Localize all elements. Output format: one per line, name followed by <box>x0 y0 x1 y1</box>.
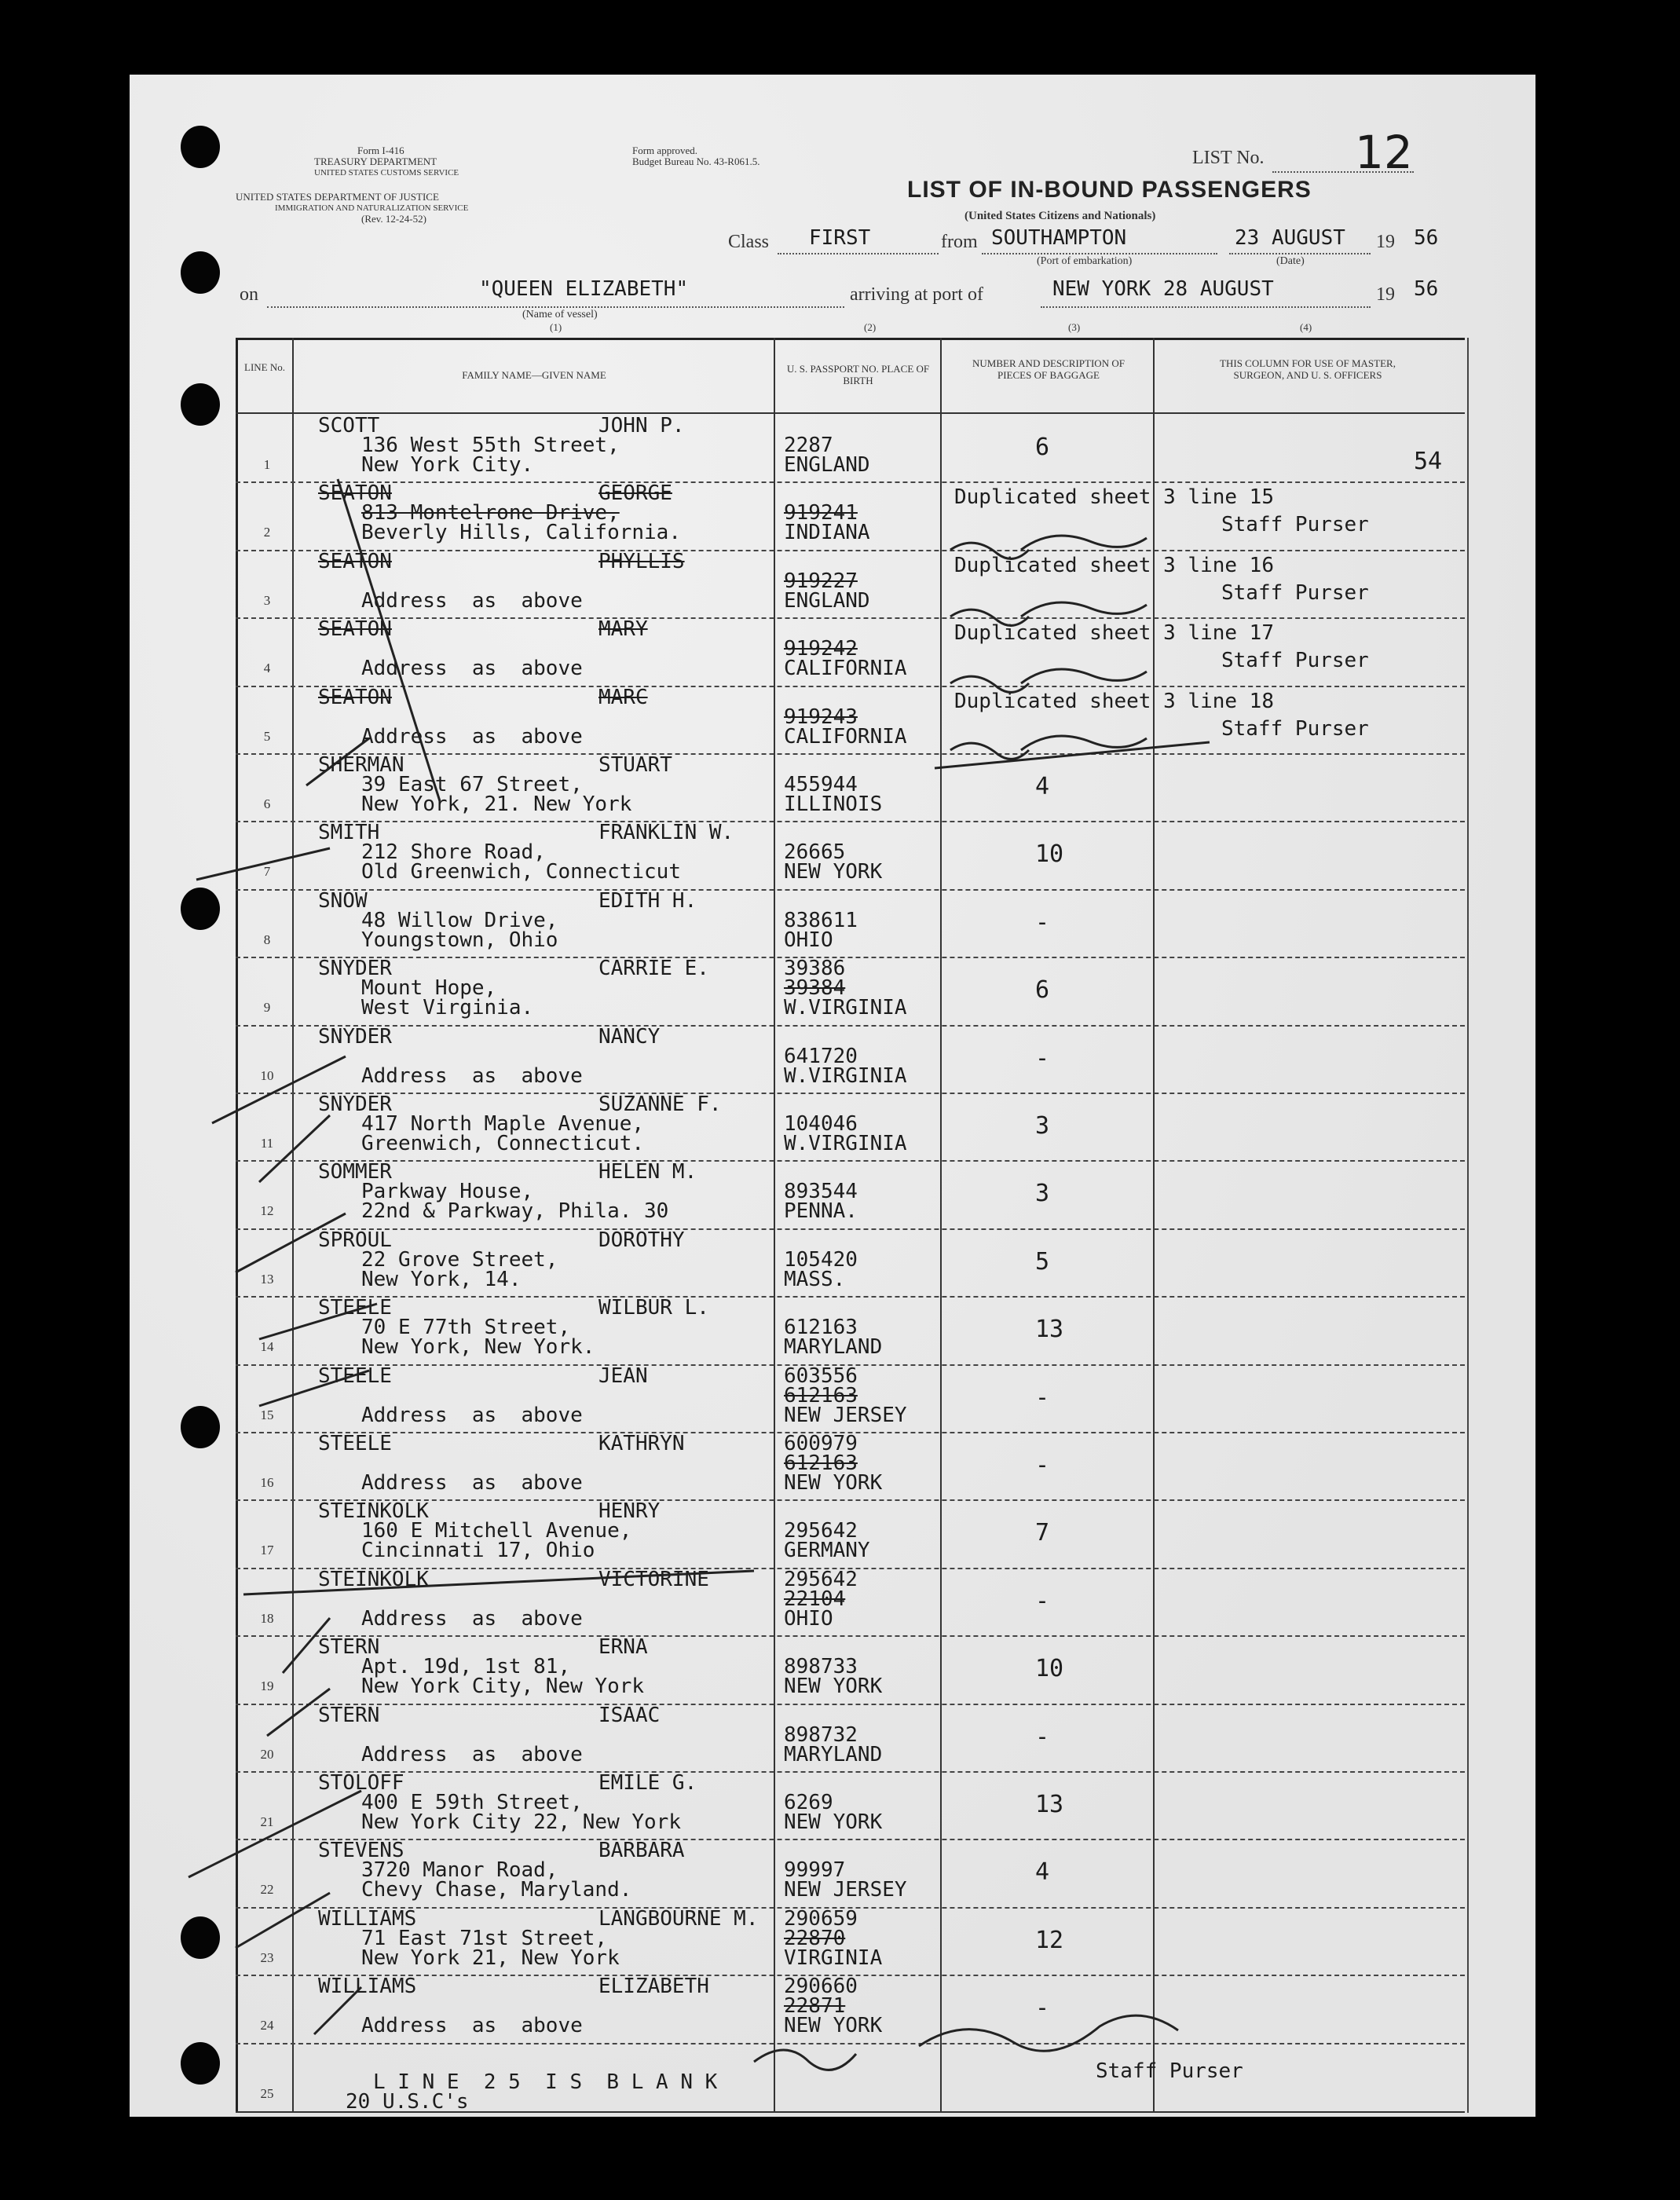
row-passport-prior: 22104 <box>784 1587 846 1611</box>
row-passport-no: 612163 <box>784 1316 858 1340</box>
row-place-of-birth: INDIANA <box>784 521 870 545</box>
row-passport-no: 26665 <box>784 840 846 865</box>
row-passport-no: 295642 <box>784 1567 858 1591</box>
row-passport-no: 39386 <box>784 957 846 981</box>
row-family-name: STEINKOLK <box>318 1499 429 1524</box>
row-family-name: STEELE <box>318 1364 392 1388</box>
row-address-2: New York City, New York <box>361 1675 645 1699</box>
row-line-number: 17 <box>260 1543 274 1558</box>
row-line-number: 19 <box>260 1678 274 1694</box>
row-passport-prior: 612163 <box>784 1451 858 1475</box>
row-passport-no: 295642 <box>784 1519 858 1543</box>
arriving-label: arriving at port of <box>850 284 983 305</box>
row-place-of-birth: MASS. <box>784 1267 846 1291</box>
page-subtitle: (United States Citizens and Nationals) <box>964 210 1156 222</box>
row-place-of-birth: ENGLAND <box>784 453 870 477</box>
row-line-number: 23 <box>260 1949 274 1965</box>
row-address-1: 417 North Maple Avenue, <box>361 1112 645 1136</box>
row-address-2: New York City. <box>361 453 534 477</box>
row-place-of-birth: CALIFORNIA <box>784 724 907 749</box>
row-place-of-birth: MARYLAND <box>784 1742 883 1766</box>
row-baggage: - <box>1035 1451 1050 1479</box>
row-address-1: 400 E 59th Street, <box>361 1791 583 1814</box>
row-passport-no: 104046 <box>784 1112 858 1136</box>
check-stroke <box>306 738 369 785</box>
row-family-name: SHERMAN <box>318 753 404 777</box>
row-family-name: SMITH <box>318 821 380 845</box>
row-remark: Duplicated sheet 3 line 17 <box>954 621 1274 646</box>
budget-bureau: Budget Bureau No. 43-R061.5. <box>632 156 760 167</box>
row-given-name: ISAAC <box>598 1703 661 1727</box>
row-place-of-birth: NEW YORK <box>784 1675 883 1699</box>
row-baggage: 4 <box>1035 773 1050 800</box>
row-address-1: L I N E 2 5 I S B L A N K <box>373 2070 718 2094</box>
col4-note: (4) <box>1300 321 1312 333</box>
row-baggage: 6 <box>1035 434 1050 461</box>
row-baggage: 5 <box>1035 1247 1050 1276</box>
row-place-of-birth: GERMANY <box>784 1539 870 1563</box>
row-line-number: 22 <box>260 1882 274 1898</box>
row-passport-no: 105420 <box>784 1247 858 1272</box>
check-stroke <box>196 848 330 880</box>
row-line-number: 24 <box>260 2018 274 2033</box>
row-address-1: 160 E Mitchell Avenue, <box>361 1519 632 1543</box>
row-address-2: New York, 14. <box>361 1267 522 1291</box>
row-family-name: SEATON <box>318 549 392 573</box>
row-baggage: 10 <box>1035 1655 1064 1683</box>
row-line-number: 18 <box>260 1610 274 1626</box>
row-given-name: JEAN <box>598 1364 648 1388</box>
row-given-name: EMILE G. <box>598 1771 697 1795</box>
row-remark: Duplicated sheet 3 line 16 <box>954 553 1274 577</box>
row-family-name: SEATON <box>318 617 392 642</box>
row-place-of-birth: NEW YORK <box>784 860 883 884</box>
row-baggage: - <box>1035 1722 1050 1751</box>
list-no-value: 12 <box>1355 126 1413 179</box>
row-passport-prior: 22870 <box>784 1926 846 1950</box>
date-year: 56 <box>1414 226 1439 250</box>
row-remark: Duplicated sheet 3 line 15 <box>954 485 1274 510</box>
row-line-number: 21 <box>260 1814 274 1829</box>
row-place-of-birth: ENGLAND <box>784 588 870 613</box>
row-passport-no: 290660 <box>784 1975 858 1999</box>
row-passport-no: 898733 <box>784 1655 858 1679</box>
row-passport-no: 99997 <box>784 1858 846 1883</box>
row-given-name: SUZANNE F. <box>598 1093 722 1116</box>
row-line-number: 1 <box>263 457 271 472</box>
row-passport-no: 919242 <box>784 637 858 661</box>
signature-mark <box>950 602 1147 625</box>
check-stroke <box>267 1689 330 1736</box>
row-address-2: Greenwich, Connecticut. <box>361 1132 645 1155</box>
row-address-2: Address as above <box>361 2014 583 2038</box>
check-stroke <box>259 1304 377 1339</box>
on-label: on <box>240 284 258 305</box>
row-line-number: 9 <box>263 1000 271 1016</box>
class-label: Class <box>728 232 770 252</box>
date-note: (Date) <box>1276 255 1305 267</box>
signature-mark <box>950 543 1029 558</box>
row-address-2: West Virginia. <box>361 996 534 1020</box>
row-place-of-birth: CALIFORNIA <box>784 657 907 681</box>
row-address-2: 20 U.S.C's <box>346 2089 469 2114</box>
row-address-2: Address as above <box>361 1403 583 1427</box>
row-place-of-birth: MARYLAND <box>784 1335 883 1360</box>
row-line-number: 3 <box>263 592 271 608</box>
arrive-year: 56 <box>1414 277 1439 301</box>
row-address-2: Address as above <box>361 588 583 613</box>
row-place-of-birth: W.VIRGINIA <box>784 1063 907 1088</box>
row-line-number: 5 <box>263 728 271 744</box>
vessel-note: (Name of vessel) <box>522 309 598 320</box>
row-address-1: 48 Willow Drive, <box>361 908 558 932</box>
row-given-name: NANCY <box>598 1024 661 1049</box>
row-line-number: 15 <box>260 1407 274 1422</box>
row-place-of-birth: W.VIRGINIA <box>784 1132 907 1155</box>
row-address-2: Address as above <box>361 1742 583 1766</box>
col1-note: (1) <box>550 321 562 333</box>
header-baggage: NUMBER AND DESCRIPTION OF PIECES OF BAGGAGE <box>972 357 1125 381</box>
row-family-name: WILLIAMS <box>318 1975 417 1999</box>
margin-note: 54 <box>1414 448 1443 475</box>
row-given-name: ERNA <box>598 1635 648 1660</box>
col3-note: (3) <box>1068 321 1081 333</box>
row-family-name: SNOW <box>318 888 368 913</box>
row-family-name: STEELE <box>318 1432 392 1455</box>
row-line-number: 25 <box>260 2085 274 2101</box>
row-address-2: Address as above <box>361 657 583 681</box>
row-address-2: Old Greenwich, Connecticut <box>361 860 681 884</box>
row-given-name: FRANKLIN W. <box>598 821 734 845</box>
row-address-1: 22 Grove Street, <box>361 1247 558 1272</box>
row-passport-no: 603556 <box>784 1364 858 1388</box>
row-family-name: STERN <box>318 1703 380 1727</box>
from-label: from <box>941 232 978 252</box>
row-given-name: VICTORINE <box>598 1567 709 1591</box>
justice-dept: UNITED STATES DEPARTMENT OF JUSTICE <box>236 191 439 203</box>
row-place-of-birth: PENNA. <box>784 1199 858 1224</box>
row-address-2: 22nd & Parkway, Phila. 30 <box>361 1199 669 1224</box>
row-baggage: 13 <box>1035 1316 1064 1344</box>
row-family-name: SOMMER <box>318 1160 392 1184</box>
row-family-name: SNYDER <box>318 1093 392 1116</box>
staff-purser-footer: Staff Purser <box>1096 2059 1243 2083</box>
row-given-name: BARBARA <box>598 1839 685 1863</box>
row-passport-no: 919241 <box>784 501 858 525</box>
row-address-2: Cincinnati 17, Ohio <box>361 1539 595 1563</box>
ins-service: IMMIGRATION AND NATURALIZATION SERVICE <box>275 203 469 213</box>
from-value: SOUTHAMPTON <box>991 226 1127 250</box>
row-given-name: KATHRYN <box>598 1432 685 1455</box>
row-place-of-birth: NEW YORK <box>784 1471 883 1495</box>
row-passport-no: 6269 <box>784 1791 833 1814</box>
row-passport-prior: 22871 <box>784 1994 846 2019</box>
row-place-of-birth: VIRGINIA <box>784 1946 883 1970</box>
row-given-name: ELIZABETH <box>598 1975 709 1999</box>
row-baggage: 3 <box>1035 1112 1050 1140</box>
check-stroke <box>259 1371 369 1406</box>
row-address-2: New York 21, New York <box>361 1946 620 1970</box>
row-address-2: Address as above <box>361 1063 583 1088</box>
row-given-name: HENRY <box>598 1499 661 1524</box>
row-given-name: WILBUR L. <box>598 1296 709 1320</box>
row-baggage: - <box>1035 1044 1050 1072</box>
row-address-2: Beverly Hills, California. <box>361 521 681 545</box>
row-place-of-birth: OHIO <box>784 1606 833 1631</box>
vessel-value: "QUEEN ELIZABETH" <box>479 277 689 301</box>
col2-note: (2) <box>864 321 877 333</box>
row-baggage: - <box>1035 1994 1050 2022</box>
row-given-name: JOHN P. <box>598 414 685 437</box>
row-family-name: WILLIAMS <box>318 1906 417 1931</box>
row-baggage: 13 <box>1035 1791 1064 1818</box>
row-line-number: 4 <box>263 661 271 676</box>
row-passport-no: 919243 <box>784 705 858 729</box>
row-passport-no: 290659 <box>784 1906 858 1931</box>
row-address-1: 70 E 77th Street, <box>361 1316 571 1340</box>
row-address-1: 212 Shore Road, <box>361 840 546 865</box>
row-place-of-birth: NEW YORK <box>784 2014 883 2038</box>
row-line-number: 12 <box>260 1203 274 1219</box>
row-place-of-birth: NEW JERSEY <box>784 1878 907 1902</box>
row-staff-purser: Staff Purser <box>1221 649 1369 673</box>
row-family-name: STEVENS <box>318 1839 404 1863</box>
row-address-2: New York, 21. New York <box>361 793 632 816</box>
form-approved: Form approved. <box>632 145 698 156</box>
row-line-number: 6 <box>263 796 271 811</box>
treasury-dept: TREASURY DEPARTMENT <box>314 156 437 167</box>
row-line-number: 2 <box>263 525 271 540</box>
row-baggage: - <box>1035 1587 1050 1615</box>
row-passport-no: 600979 <box>784 1432 858 1455</box>
date-value: 23 AUGUST <box>1235 226 1345 250</box>
row-baggage: - <box>1035 908 1050 936</box>
row-family-name: STERN <box>318 1635 380 1660</box>
row-given-name: DOROTHY <box>598 1228 685 1252</box>
row-given-name: HELEN M. <box>598 1160 697 1184</box>
row-given-name: STUART <box>598 753 672 777</box>
header-passport: U. S. PASSPORT NO. PLACE OF BIRTH <box>786 363 930 386</box>
check-stroke <box>338 479 440 801</box>
row-address-1: 3720 Manor Road, <box>361 1858 558 1883</box>
row-family-name: SNYDER <box>318 1024 392 1049</box>
row-address-2: Youngstown, Ohio <box>361 928 558 952</box>
row-staff-purser: Staff Purser <box>1221 513 1369 537</box>
row-place-of-birth: NEW JERSEY <box>784 1403 907 1427</box>
row-address-1: 39 East 67 Street, <box>361 773 583 796</box>
signature-mark <box>950 669 1147 692</box>
check-stroke <box>236 1893 330 1948</box>
row-place-of-birth: W.VIRGINIA <box>784 996 907 1020</box>
row-passport-no: 838611 <box>784 908 858 932</box>
check-stroke <box>283 1618 330 1673</box>
row-address-1: 813 Montelrone Drive, <box>361 501 620 525</box>
row-baggage: - <box>1035 1383 1050 1411</box>
embark-note: (Port of embarkation) <box>1037 255 1133 267</box>
row-given-name: MARY <box>598 617 648 642</box>
header-name: FAMILY NAME—GIVEN NAME <box>462 369 606 381</box>
row-place-of-birth: NEW YORK <box>784 1810 883 1834</box>
row-line-number: 8 <box>263 932 271 947</box>
row-family-name: SCOTT <box>318 414 380 437</box>
row-given-name: EDITH H. <box>598 888 697 913</box>
check-stroke <box>212 1056 346 1123</box>
row-line-number: 10 <box>260 1067 274 1083</box>
row-address-2: Address as above <box>361 1606 583 1631</box>
row-place-of-birth: ILLINOIS <box>784 793 883 816</box>
date-year-prefix: 19 <box>1376 232 1395 252</box>
check-stroke <box>188 1791 361 1877</box>
signature-mark <box>919 2015 1178 2051</box>
signature-mark <box>1021 536 1147 550</box>
row-passport-no: 455944 <box>784 773 858 796</box>
row-baggage: 3 <box>1035 1180 1050 1208</box>
header-line-no: LINE No. <box>244 361 285 373</box>
row-address-1: Mount Hope, <box>361 976 497 1001</box>
row-line-number: 11 <box>260 1136 274 1151</box>
row-given-name: LANGBOURNE M. <box>598 1906 759 1931</box>
strike-line <box>935 742 1210 768</box>
check-stroke <box>259 1115 330 1182</box>
row-line-number: 14 <box>260 1339 274 1355</box>
row-staff-purser: Staff Purser <box>1221 716 1369 741</box>
row-given-name: PHYLLIS <box>598 549 685 573</box>
check-stroke <box>243 1571 754 1594</box>
row-address-1: 71 East 71st Street, <box>361 1926 608 1950</box>
row-given-name: GEORGE <box>598 481 672 506</box>
form-number: Form I-416 <box>357 145 404 156</box>
row-address-1: 136 West 55th Street, <box>361 434 620 457</box>
row-passport-prior: 39384 <box>784 976 846 1001</box>
arrive-year-prefix: 19 <box>1376 284 1395 305</box>
row-line-number: 20 <box>260 1746 274 1762</box>
row-baggage: 12 <box>1035 1926 1064 1954</box>
row-family-name: SPROUL <box>318 1228 392 1252</box>
arrive-value: NEW YORK 28 AUGUST <box>1052 277 1274 301</box>
row-line-number: 16 <box>260 1475 274 1490</box>
row-family-name: SEATON <box>318 481 392 506</box>
row-family-name: SEATON <box>318 685 392 709</box>
row-baggage: 4 <box>1035 1858 1050 1887</box>
check-stroke <box>236 1213 346 1272</box>
row-family-name: SNYDER <box>318 957 392 981</box>
header-officers: THIS COLUMN FOR USE OF MASTER, SURGEON, AND U. S. OFFICERS <box>1220 357 1396 381</box>
row-family-name: STEINKOLK <box>318 1567 429 1591</box>
row-address-2: Address as above <box>361 724 583 749</box>
signature-mark <box>950 736 1147 759</box>
row-passport-no: 2287 <box>784 434 833 457</box>
row-remark: Duplicated sheet 3 line 18 <box>954 689 1274 713</box>
row-place-of-birth: OHIO <box>784 928 833 952</box>
row-passport-prior: 612163 <box>784 1383 858 1407</box>
row-baggage: 6 <box>1035 976 1050 1005</box>
row-address-1: Parkway House, <box>361 1180 534 1204</box>
row-address-1: Apt. 19d, 1st 81, <box>361 1655 571 1679</box>
row-passport-no: 893544 <box>784 1180 858 1204</box>
row-passport-no: 641720 <box>784 1044 858 1068</box>
row-given-name: CARRIE E. <box>598 957 709 981</box>
row-address-2: New York, New York. <box>361 1335 595 1360</box>
page-title: LIST OF IN-BOUND PASSENGERS <box>907 177 1312 203</box>
list-no-label: LIST No. <box>1192 148 1265 168</box>
row-passport-no: 898732 <box>784 1722 858 1747</box>
row-given-name: MARC <box>598 685 648 709</box>
row-line-number: 7 <box>263 864 271 880</box>
row-family-name: STOLOFF <box>318 1771 404 1795</box>
row-address-2: Chevy Chase, Maryland. <box>361 1878 632 1902</box>
class-value: FIRST <box>809 226 871 250</box>
row-family-name: STEELE <box>318 1296 392 1320</box>
customs-service: UNITED STATES CUSTOMS SERVICE <box>314 168 459 178</box>
row-address-2: Address as above <box>361 1471 583 1495</box>
form-revision: (Rev. 12-24-52) <box>361 213 426 225</box>
row-baggage: 7 <box>1035 1519 1050 1547</box>
row-passport-no: 919227 <box>784 569 858 593</box>
row-staff-purser: Staff Purser <box>1221 580 1369 605</box>
row-line-number: 13 <box>260 1271 274 1287</box>
check-stroke <box>314 1987 361 2034</box>
row-baggage: 10 <box>1035 840 1064 869</box>
row-address-2: New York City 22, New York <box>361 1810 681 1834</box>
signature-mark <box>754 2050 856 2070</box>
